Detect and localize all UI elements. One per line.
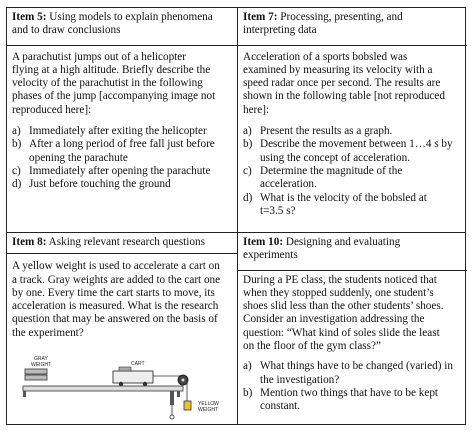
item-7-text-line: here]:: [243, 103, 270, 116]
item-10-text-line: when they stopped suddenly, one student’s: [243, 286, 434, 299]
item-8-text-line: by one. Every time the cart starts to move, its: [12, 286, 215, 299]
clamp-icon: [170, 391, 174, 419]
item-8-header: [12, 236, 233, 249]
item-5-text-line: reproduced here]:: [12, 103, 92, 116]
list-marker: a): [243, 360, 252, 373]
item-8-text-line: acceleration is measured. What is the research: [12, 300, 219, 313]
item-5-subquestion-d: [12, 178, 233, 191]
subquestion-text: After a long period of free fall just before: [29, 138, 215, 151]
pulley-icon: [178, 375, 188, 385]
subquestion-text: using the concept of acceleration.: [260, 151, 411, 164]
item-7-header: [243, 11, 463, 38]
item-10-subquestion-b: [243, 387, 463, 414]
item-10-text-line: During a PE class, the students noticed that: [243, 273, 437, 286]
item-7-subquestion-c: [243, 165, 463, 192]
yellow-weight-label: WEIGHT: [198, 407, 218, 413]
item-7-number: Item 7:: [243, 11, 278, 23]
subquestion-text: Immediately after opening the parachute: [29, 164, 211, 177]
subquestion-text: Immediately after exiting the helicopter: [29, 125, 207, 138]
subquestion-text: Present the results as a graph.: [260, 125, 393, 138]
item-7-question: [243, 51, 463, 117]
subquestion-text: What is the velocity of the bobsled at: [260, 191, 427, 204]
item-7-title-line-1: Processing, presenting, and: [280, 11, 403, 23]
item-5-title-line-1: Using models to explain phenomena: [49, 11, 213, 23]
item-5-subquestion-b: [12, 138, 233, 165]
item-5-title-line-2: and to draw conclusions: [12, 24, 121, 37]
yellow-weight-icon: [184, 401, 191, 410]
item-7-text-line: speed radar once per second. The results are: [243, 77, 441, 90]
list-marker: b): [243, 386, 253, 399]
subquestion-text: the investigation?: [260, 373, 340, 386]
item-7-header-divider: [238, 45, 467, 46]
list-marker: b): [243, 138, 253, 151]
item-10-subquestion-a: [243, 360, 463, 387]
item-10-question: [243, 274, 463, 354]
item-5-subquestions: [12, 125, 233, 191]
item-5-subquestion-a: [12, 125, 233, 138]
item-8-header-divider: [7, 253, 237, 254]
item-5-question: [12, 51, 233, 117]
gray-weight-label: WEIGHT: [31, 362, 51, 368]
item-10-text-line: on the floor of the gym class?”: [243, 340, 381, 353]
item-5-header-divider: [7, 45, 237, 46]
cart-experiment-figure: [15, 353, 219, 425]
item-10-number: Item 10:: [243, 236, 284, 248]
track-icon: [23, 386, 183, 397]
subquestion-text: Describe the movement between 1…4 s by: [260, 138, 453, 151]
item-5-text-line: phases of the jump [accompanying image not: [12, 90, 216, 103]
subquestion-text: Mention two things that have to be kept: [260, 386, 439, 399]
item-10-cell: [238, 233, 467, 425]
item-10-title-line-1: Designing and evaluating: [285, 236, 401, 248]
item-7-subquestion-b: [243, 138, 463, 165]
list-marker: c): [243, 164, 252, 177]
gray-weight-icon: [25, 369, 47, 380]
item-5-number: Item 5:: [12, 11, 47, 23]
subquestion-text: Just before touching the ground: [29, 178, 171, 191]
item-5-cell: [7, 8, 237, 232]
yellow-weight-label: YELLOW: [198, 401, 219, 407]
item-5-header: [12, 11, 233, 38]
item-10-title-line-2: experiments: [243, 249, 298, 262]
item-10-header-divider: [238, 270, 467, 271]
cart-label: CART: [131, 361, 145, 367]
item-8-cell: [7, 233, 237, 425]
item-7-title-line-2: interpreting data: [243, 24, 317, 37]
item-8-number: Item 8:: [12, 236, 47, 248]
item-7-text-line: shown in the following table [not reproduced: [243, 90, 445, 103]
item-7-text-line: Acceleration of a sports bobsled was: [243, 50, 408, 63]
item-5-subquestion-c: [12, 165, 233, 178]
item-8-text-line: A yellow weight is used to accelerate a cart on: [12, 260, 220, 273]
item-7-text-line: examined by measuring its velocity with a: [243, 63, 433, 76]
subquestion-text: acceleration.: [260, 178, 317, 191]
list-marker: d): [243, 191, 253, 204]
item-7-cell: [238, 8, 467, 232]
list-marker: d): [12, 178, 22, 191]
items-table: [6, 7, 466, 425]
item-5-text-line: velocity of the parachutist in the following: [12, 77, 203, 90]
gray-weight-label: GRAY: [34, 356, 48, 362]
subquestion-text: t=3.5 s?: [260, 204, 296, 217]
item-5-text-line: A parachutist jumps out of a helicopter: [12, 50, 186, 63]
item-10-subquestions: [243, 360, 463, 413]
list-marker: a): [243, 125, 252, 138]
subquestion-text: constant.: [260, 400, 301, 413]
list-marker: c): [12, 164, 21, 177]
list-marker: b): [12, 138, 22, 151]
subquestion-text: Determine the magnitude of the: [260, 164, 403, 177]
item-5-text-line: flying at a high altitude. Briefly describe the: [12, 63, 211, 76]
item-8-text-line: question that may be answered on the basis of: [12, 313, 218, 326]
item-8-title: Asking relevant research questions: [48, 236, 205, 248]
item-7-subquestion-d: [243, 192, 463, 219]
item-8-text-line: the experiment?: [12, 326, 84, 339]
subquestion-text: What things have to be changed (varied) in: [260, 360, 453, 373]
item-10-text-line: Consider an investigation addressing the: [243, 313, 425, 326]
cart-icon: [113, 367, 153, 386]
item-10-text-line: shoes slid less than the other students’ shoes.: [243, 300, 444, 313]
item-10-header: [243, 236, 463, 263]
item-8-question: [12, 260, 233, 340]
item-8-text-line: a track. Gray weights are added to the cart one: [12, 273, 221, 286]
item-10-text-line: question: “What kind of soles slide the least: [243, 326, 440, 339]
list-marker: a): [12, 125, 21, 138]
item-7-subquestion-a: [243, 125, 463, 138]
item-7-subquestions: [243, 125, 463, 218]
subquestion-text: opening the parachute: [29, 151, 128, 164]
